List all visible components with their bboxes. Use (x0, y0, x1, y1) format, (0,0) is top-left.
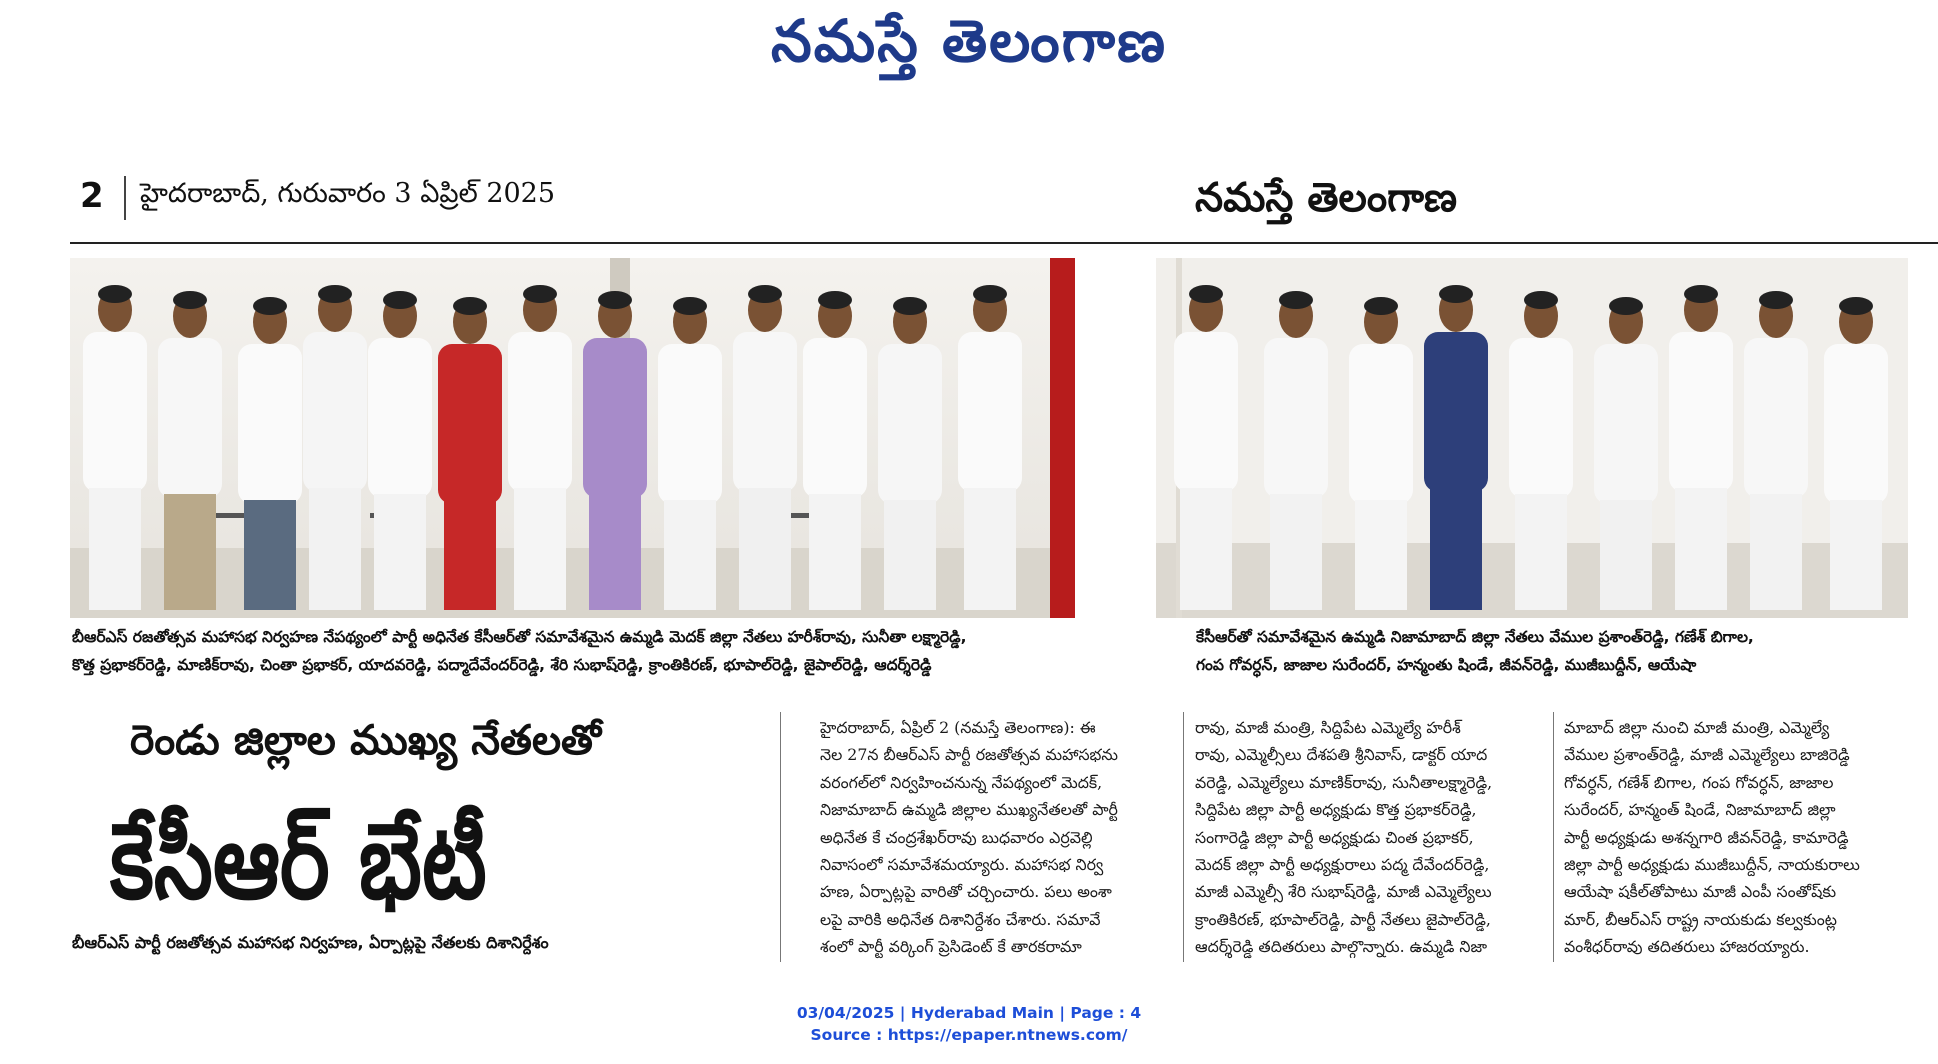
text-line: వరంగల్‌లో నిర్వహించనున్న నేపథ్యంలో మెదక్, (820, 772, 1103, 792)
article-column-2 (1195, 714, 1545, 961)
person-figure (818, 291, 852, 309)
page-number: 2 (80, 176, 104, 216)
person-figure (514, 488, 566, 610)
text-line: సిద్దిపేట జిల్లా పార్టీ అధ్యక్షుడు కొత్త ప్రభాకర్‌రెడ్డి, (1195, 800, 1477, 820)
person-figure (1600, 500, 1652, 610)
person-figure (238, 344, 302, 504)
text-line: మార్, బీఆర్ఎస్ రాష్ట్ర నాయకుడు కల్వకుంట్ల (1564, 909, 1837, 929)
article-column-3 (1564, 714, 1914, 961)
text-line: మెదక్ జిల్లా పార్టీ అధ్యక్షురాలు పద్మ దేవేందర్‌రెడ్డి, (1195, 855, 1490, 875)
person-figure (1684, 285, 1718, 303)
person-figure (89, 488, 141, 610)
caption-line: బీఆర్ఎస్ రజతోత్సవ మహాసభ నిర్వహణ నేపథ్యంలో పార్టీ అధినేత కేసీఆర్‌తో సమావేశమైన ఉమ్మడి మెదక్ జిల్లా నేతలు హరీశ్‌రావు, సునీతా లక్ష్మారెడ్డి, (72, 628, 967, 646)
photo-caption-left (72, 623, 1142, 679)
text-line: ఆయేషా షకీల్‌తోపాటు మాజీ ఎంపీ సంతోష్‌కు (1564, 882, 1837, 902)
person-figure (809, 494, 861, 610)
person-figure (1830, 500, 1882, 610)
person-figure (523, 285, 557, 303)
person-figure (658, 344, 722, 504)
person-figure (598, 291, 632, 309)
text-line: శంలో పార్టీ వర్కింగ్ ప్రెసిడెంట్ కే తారకరామా (820, 937, 1082, 957)
text-line: రావు, మాజీ మంత్రి, సిద్దిపేట ఎమ్మెల్యే హరీశ్ (1195, 718, 1461, 737)
text-line: గోవర్ధన్, గణేశ్ బిగాల, గంప గోవర్ధన్, జాజాల (1564, 772, 1834, 792)
column-rule (780, 712, 781, 962)
page-header (80, 170, 1920, 230)
person-figure (303, 332, 367, 492)
article-subhead: బీఆర్ఎస్ పార్టీ రజతోత్సవ మహాసభ నిర్వహణ, ఏర్పాట్లపై నేతలకు దిశానిర్దేశం (72, 933, 549, 952)
text-line: క్రాంతికిరణ్, భూపాల్‌రెడ్డి, పార్టీ నేతలు జైపాల్‌రెడ్డి, (1195, 909, 1491, 929)
person-figure (318, 285, 352, 303)
photo-caption-right (1196, 623, 1916, 679)
person-figure (309, 488, 361, 610)
text-line: ఆదర్శ్‌రెడ్డి తదితరులు పాల్గొన్నారు. ఉమ్మడి నిజా (1195, 937, 1488, 957)
footer-edition-info: 03/04/2025 | Hyderabad Main | Page : 4 (796, 1004, 1142, 1022)
text-line: వేముల ప్రశాంత్‌రెడ్డి, మాజీ ఎమ్మెల్యేలు బాజిరెడ్డి (1564, 745, 1850, 765)
person-figure (1174, 332, 1238, 492)
person-figure (368, 338, 432, 498)
person-figure (1355, 500, 1407, 610)
person-figure (1270, 494, 1322, 610)
person-figure (1759, 291, 1793, 309)
person-figure (973, 285, 1007, 303)
text-line: రావు, ఎమ్మెల్సీలు దేశపతి శ్రీనివాస్, డాక్టర్ యాద (1195, 745, 1488, 765)
text-line: వంశీధర్‌రావు తదితరులు హాజరయ్యారు. (1564, 937, 1810, 957)
person-figure (453, 297, 487, 315)
person-figure (1430, 488, 1482, 610)
footer-source-link[interactable]: Source : https://epaper.ntnews.com/ (810, 1026, 1128, 1044)
person-figure (1609, 297, 1643, 315)
person-figure (878, 344, 942, 504)
person-figure (164, 494, 216, 610)
person-figure (884, 500, 936, 610)
caption-line: కొత్త ప్రభాకర్‌రెడ్డి, మాణిక్‌రావు, చింతా ప్రభాకర్, యాదవరెడ్డి, పద్మాదేవేందర్‌రెడ్డి, శేరి సుభాష్‌రెడ్డి, క్రాంతికిరణ్, భూపాల్‌రెడ్డి, జైపాల్‌రెడ్డి, ఆదర్శ్‌రెడ్డి (72, 656, 932, 674)
masthead-logo: నమస్తే తెలంగాణ (771, 7, 1167, 75)
person-figure (673, 297, 707, 315)
article-kicker: రెండు జిల్లాల ముఖ్య నేతలతో (130, 716, 602, 764)
person-figure (1750, 494, 1802, 610)
text-line: అధినేత కే చంద్రశేఖర్‌రావు బుధవారం ఎర్రవెల్లి (820, 827, 1093, 847)
person-figure (1349, 344, 1413, 504)
person-figure (173, 291, 207, 309)
text-line: మాబాద్ జిల్లా నుంచి మాజీ మంత్రి, ఎమ్మెల్యే (1564, 718, 1830, 737)
person-figure (1439, 285, 1473, 303)
person-figure (664, 500, 716, 610)
person-figure (803, 338, 867, 498)
person-figure (1515, 494, 1567, 610)
person-figure (958, 332, 1022, 492)
person-figure (98, 285, 132, 303)
column-rule (1553, 712, 1554, 962)
dateline: హైదరాబాద్, గురువారం 3 ఏప్రిల్ 2025 (140, 178, 556, 209)
text-line: సంగారెడ్డి జిల్లా పార్టీ అధ్యక్షుడు చింత ప్రభాకర్, (1195, 827, 1474, 847)
person-figure (589, 494, 641, 610)
person-figure (374, 494, 426, 610)
header-divider (124, 176, 126, 220)
text-line: వరెడ్డి, ఎమ్మెల్యేలు మాణిక్‌రావు, సునీతాలక్ష్మారెడ్డి, (1195, 772, 1493, 792)
person-figure (1180, 488, 1232, 610)
person-figure (964, 488, 1016, 610)
person-figure (733, 332, 797, 492)
text-line: నివాసంలో సమావేశమయ్యారు. మహాసభ నిర్వ (820, 855, 1104, 875)
person-figure (1524, 291, 1558, 309)
person-figure (508, 332, 572, 492)
person-figure (438, 344, 502, 504)
person-figure (1189, 285, 1223, 303)
person-figure (444, 500, 496, 610)
text-line: హణ, ఏర్పాట్లపై వారితో చర్చించారు. పలు అంశా (820, 882, 1112, 902)
caption-line: కేసీఆర్‌తో సమావేశమైన ఉమ్మడి నిజామాబాద్ జిల్లా నేతలు వేముల ప్రశాంత్‌రెడ్డి, గణేశ్ బిగాల, (1196, 628, 1754, 646)
article-headline: కేసీఆర్ భేటీ (110, 800, 487, 923)
text-line: హైదరాబాద్, ఏప్రిల్ 2 (నమస్తే తెలంగాణ): ఈ (820, 718, 1096, 737)
photo-medak-leaders (70, 258, 1075, 618)
person-figure (1364, 297, 1398, 315)
person-figure (1424, 332, 1488, 492)
column-rule (1183, 712, 1184, 962)
person-figure (583, 338, 647, 498)
person-figure (244, 500, 296, 610)
header-rule (70, 242, 1938, 244)
person-figure (1839, 297, 1873, 315)
person-figure (1675, 488, 1727, 610)
person-figure (1669, 332, 1733, 492)
page-mini-logo: నమస్తే తెలంగాణ (1195, 174, 1458, 221)
person-figure (893, 297, 927, 315)
person-figure (748, 285, 782, 303)
text-line: జిల్లా పార్టీ అధ్యక్షుడు ముజీబుద్దీన్, నాయకురాలు (1564, 855, 1860, 875)
caption-line: గంప గోవర్ధన్, జాజాల సురేందర్, హన్మంతు షిండే, జీవన్‌రెడ్డి, ముజీబుద్దీన్, ఆయేషా (1196, 656, 1697, 674)
person-figure (1509, 338, 1573, 498)
text-line: సురేందర్, హన్మంత్ షిండే, నిజామాబాద్ జిల్లా (1564, 800, 1836, 820)
person-figure (158, 338, 222, 498)
person-figure (739, 488, 791, 610)
text-line: నిజామాబాద్ ఉమ్మడి జిల్లాల ముఖ్యనేతలతో పార్టీ (820, 800, 1118, 820)
person-figure (83, 332, 147, 492)
person-figure (253, 297, 287, 315)
text-line: పార్టీ అధ్యక్షుడు అశన్నగారి జీవన్‌రెడ్డి, కామారెడ్డి (1564, 827, 1849, 847)
person-figure (383, 291, 417, 309)
text-line: నెల 27న బీఆర్ఎస్ పార్టీ రజతోత్సవ మహాసభను (820, 745, 1118, 765)
person-figure (1824, 344, 1888, 504)
text-line: మాజీ ఎమ్మెల్సీ శేరి సుభాష్‌రెడ్డి, మాజీ ఎమ్మెల్యేలు (1195, 882, 1492, 902)
text-line: లపై వారికి అధినేత దిశానిర్దేశం చేశారు. సమావే (820, 909, 1101, 929)
article-column-1 (820, 714, 1170, 961)
person-figure (1744, 338, 1808, 498)
photo-nizamabad-leaders (1156, 258, 1908, 618)
person-figure (1264, 338, 1328, 498)
person-figure (1279, 291, 1313, 309)
person-figure (1594, 344, 1658, 504)
